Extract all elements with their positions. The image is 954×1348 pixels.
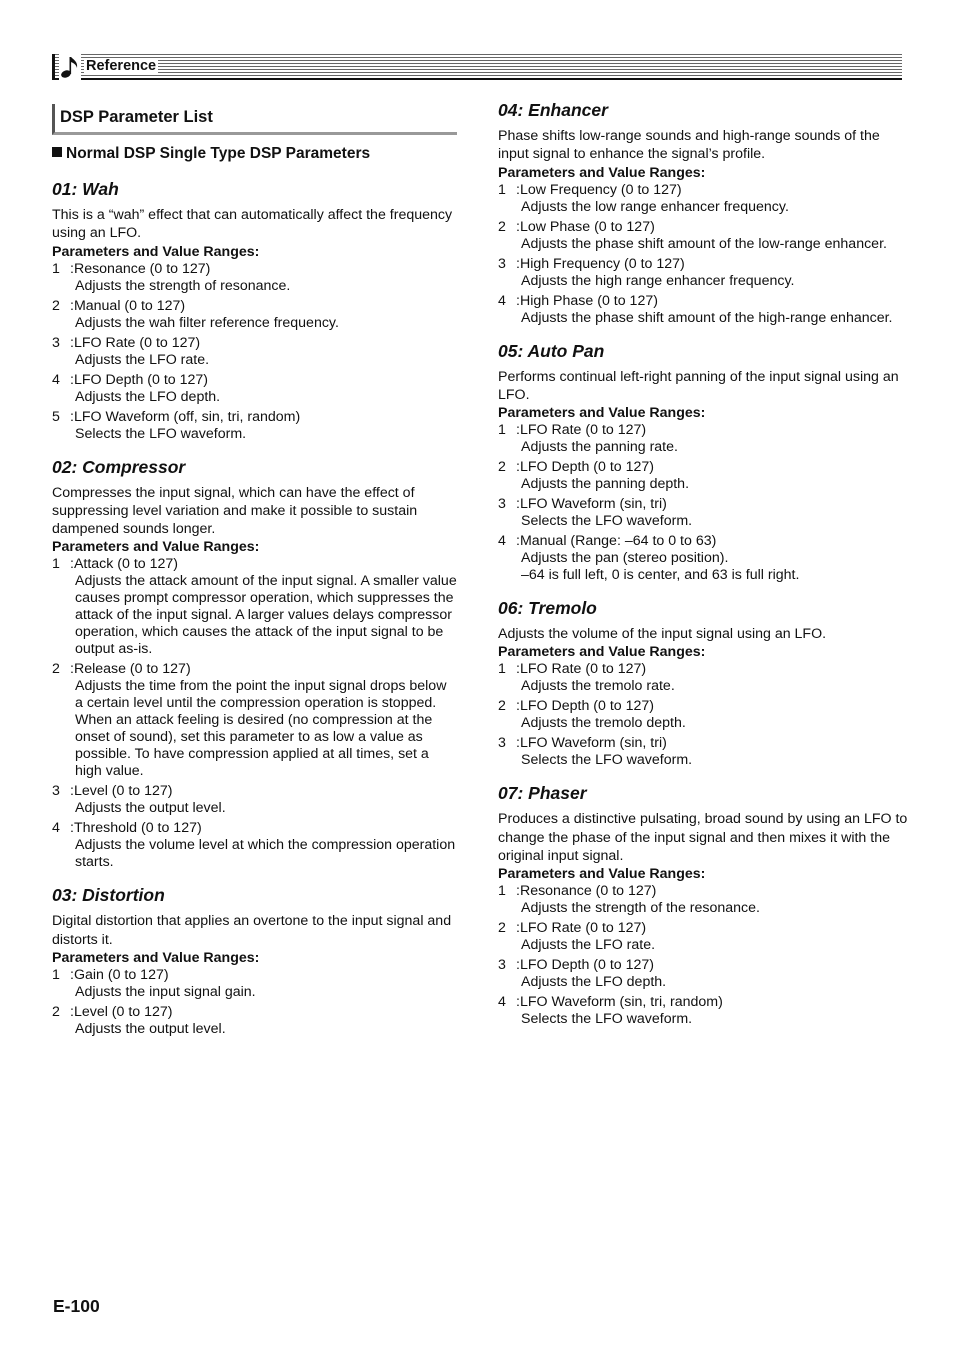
parameter-name: :Resonance (0 to 127) <box>516 883 657 900</box>
parameter-detail: Adjusts the LFO rate. <box>521 937 656 954</box>
parameter-item <box>498 735 908 769</box>
parameter-name: :Release (0 to 127) <box>70 661 191 678</box>
parameter-number: 3 <box>498 255 506 272</box>
left-effects-list <box>52 179 457 1038</box>
right-effects-list <box>498 100 908 1028</box>
parameter-row <box>52 783 457 800</box>
parameter-name: :LFO Depth (0 to 127) <box>516 459 655 476</box>
effect-title: 05: Auto Pan <box>498 340 605 361</box>
parameter-number: 1 <box>498 883 506 900</box>
parameter-item <box>498 661 908 695</box>
parameter-name: :Gain (0 to 127) <box>70 967 169 984</box>
parameter-number: 3 <box>52 783 60 800</box>
parameter-detail: Adjusts the LFO rate. <box>75 351 210 368</box>
effect-block <box>52 885 457 1038</box>
effect-block <box>498 783 908 1028</box>
effect-title: 03: Distortion <box>52 885 165 906</box>
music-note-icon <box>59 54 81 80</box>
parameter-item <box>52 298 457 332</box>
parameter-item <box>498 957 908 991</box>
params-heading: Parameters and Value Ranges: <box>52 950 260 967</box>
parameter-detail: Selects the LFO waveform. <box>521 752 693 769</box>
header-rules <box>52 54 902 80</box>
parameter-detail: Adjusts the panning depth. <box>521 476 690 493</box>
effect-block <box>498 341 908 585</box>
parameter-item <box>52 1004 457 1038</box>
parameter-detail: Selects the LFO waveform. <box>521 513 693 530</box>
parameter-row <box>498 957 908 974</box>
parameter-row <box>498 735 908 752</box>
page-header <box>52 54 902 80</box>
params-heading: Parameters and Value Ranges: <box>52 539 260 556</box>
parameter-number: 2 <box>498 459 506 476</box>
parameter-name: :Resonance (0 to 127) <box>70 260 211 277</box>
parameter-item <box>498 698 908 732</box>
left-column <box>52 100 457 1052</box>
parameter-detail: Adjusts the tremolo rate. <box>521 678 675 695</box>
parameter-number: 3 <box>498 735 506 752</box>
parameter-item <box>498 496 908 530</box>
effect-title: 07: Phaser <box>498 783 587 804</box>
parameter-name: :Manual (0 to 127) <box>70 297 186 314</box>
parameter-item <box>52 409 457 443</box>
parameter-name: :Threshold (0 to 127) <box>70 820 202 837</box>
subsection-label: Normal DSP Single Type DSP Parameters <box>66 145 371 162</box>
parameter-name: :LFO Depth (0 to 127) <box>70 371 209 388</box>
parameter-row <box>52 661 457 678</box>
right-column <box>498 100 908 1042</box>
parameter-detail: Adjusts the pan (stereo position). <box>521 550 729 567</box>
parameter-name: :LFO Rate (0 to 127) <box>516 422 647 439</box>
parameter-row <box>52 409 457 426</box>
parameter-number: 1 <box>498 661 506 678</box>
subsection-title <box>52 145 457 163</box>
parameter-row <box>52 261 457 278</box>
parameter-row <box>498 182 908 199</box>
parameter-detail: Adjusts the high range enhancer frequency. <box>521 272 795 289</box>
square-bullet-icon <box>52 147 62 157</box>
params-heading: Parameters and Value Ranges: <box>52 243 260 260</box>
params-heading: Parameters and Value Ranges: <box>498 866 706 883</box>
page-number: E-100 <box>53 1296 100 1316</box>
effect-description: Phase shifts low-range sounds and high-range sounds of the input signal to enhance the signal’s profile. <box>498 128 880 163</box>
parameter-number: 3 <box>52 334 60 351</box>
parameter-number: 5 <box>52 408 60 425</box>
parameter-detail: Adjusts the attack amount of the input signal. A smaller value causes prompt compressor operation, which suppresses the attack of the input signal. A larger values delays compressor operation, which causes the attack of the input signal to be output as-is. <box>75 573 457 658</box>
effect-description: Produces a distinctive pulsating, broad sound by using an LFO to change the phase of the input signal and then mixes it with the original input signal. <box>498 811 908 865</box>
parameter-detail: Adjusts the LFO depth. <box>521 974 667 991</box>
parameter-name: :LFO Rate (0 to 127) <box>516 661 647 678</box>
parameter-item <box>52 261 457 295</box>
parameter-row <box>52 967 457 984</box>
parameter-row <box>498 994 908 1011</box>
parameter-item <box>498 422 908 456</box>
parameter-name: :Manual (Range: –64 to 0 to 63) <box>516 533 717 550</box>
parameter-item <box>52 967 457 1001</box>
effect-description: Compresses the input signal, which can have the effect of suppressing level variation and make it possible to sustain dampened sounds longer. <box>52 484 418 538</box>
parameter-item <box>498 182 908 216</box>
parameter-number: 4 <box>498 994 506 1011</box>
parameter-number: 2 <box>52 661 60 678</box>
parameter-item <box>498 256 908 290</box>
parameter-name: :Level (0 to 127) <box>70 1004 173 1021</box>
effect-description: Adjusts the volume of the input signal using an LFO. <box>498 626 827 643</box>
effect-block <box>498 598 908 769</box>
effect-title: 01: Wah <box>52 179 119 199</box>
parameter-name: :LFO Waveform (sin, tri) <box>516 735 667 752</box>
parameter-detail: Adjusts the low range enhancer frequency. <box>521 198 789 215</box>
parameter-item <box>52 372 457 406</box>
parameter-number: 2 <box>498 920 506 937</box>
parameter-name: :LFO Waveform (off, sin, tri, random) <box>70 408 301 425</box>
effect-block <box>52 179 457 443</box>
parameter-detail: Adjusts the phase shift amount of the low-range enhancer. <box>521 235 887 252</box>
parameter-item <box>52 556 457 658</box>
parameter-row <box>52 556 457 573</box>
parameter-row <box>498 422 908 439</box>
parameter-row <box>52 1004 457 1021</box>
effect-title: 06: Tremolo <box>498 598 597 619</box>
parameter-name: :LFO Depth (0 to 127) <box>516 698 655 715</box>
parameter-detail: Adjusts the phase shift amount of the high-range enhancer. <box>521 309 893 326</box>
parameter-number: 4 <box>52 820 60 837</box>
parameter-number: 2 <box>52 1004 60 1021</box>
parameter-item <box>498 459 908 493</box>
effect-title: 02: Compressor <box>52 456 186 477</box>
parameter-row <box>498 219 908 236</box>
parameter-row <box>498 256 908 273</box>
parameter-name: :Attack (0 to 127) <box>70 556 179 573</box>
effect-block <box>498 100 908 327</box>
effect-block <box>52 457 457 872</box>
parameter-item <box>498 994 908 1028</box>
parameter-number: 2 <box>498 218 506 235</box>
header-label: Reference <box>86 58 157 74</box>
parameter-row <box>498 883 908 900</box>
effect-title: 04: Enhancer <box>498 100 608 120</box>
parameter-detail: Adjusts the strength of resonance. <box>75 277 291 294</box>
header-accent-bar <box>52 54 55 80</box>
parameter-name: :LFO Rate (0 to 127) <box>70 334 201 351</box>
parameter-number: 1 <box>498 181 506 198</box>
parameter-number: 1 <box>498 422 506 439</box>
parameter-row <box>498 698 908 715</box>
parameter-item <box>52 783 457 817</box>
parameter-number: 4 <box>498 292 506 309</box>
parameter-name: :LFO Waveform (sin, tri) <box>516 496 667 513</box>
parameter-item <box>52 335 457 369</box>
parameter-item <box>498 219 908 253</box>
parameter-name: :Low Phase (0 to 127) <box>516 218 655 235</box>
parameter-detail: Adjusts the time from the point the input signal drops below a certain level until the compression operation is stopped. When an attack feeling is desired (no compression at the onset of sound), set this parameter to as low a value as possible. To have compression applied at all times, set a high value. <box>75 678 447 780</box>
parameter-detail: Adjusts the input signal gain. <box>75 984 256 1001</box>
parameter-number: 1 <box>52 556 60 573</box>
parameter-row <box>498 920 908 937</box>
parameter-detail: Adjusts the strength of the resonance. <box>521 900 760 917</box>
parameter-name: :High Frequency (0 to 127) <box>516 255 685 272</box>
parameter-number: 1 <box>52 967 60 984</box>
params-heading: Parameters and Value Ranges: <box>498 644 706 661</box>
parameter-number: 2 <box>498 698 506 715</box>
parameter-item <box>498 293 908 327</box>
parameter-name: :Low Frequency (0 to 127) <box>516 181 682 198</box>
parameter-row <box>52 372 457 389</box>
parameter-row <box>498 293 908 310</box>
parameter-detail: Adjusts the output level. <box>75 1021 226 1038</box>
parameter-row <box>498 533 908 550</box>
parameter-name: :LFO Depth (0 to 127) <box>516 957 655 974</box>
params-heading: Parameters and Value Ranges: <box>498 405 706 422</box>
params-heading: Parameters and Value Ranges: <box>498 164 706 181</box>
parameter-detail-note: –64 is full left, 0 is center, and 63 is full right. <box>521 567 800 584</box>
effect-description: This is a “wah” effect that can automatically affect the frequency using an LFO. <box>52 207 453 242</box>
parameter-detail: Adjusts the wah filter reference frequency. <box>75 314 339 331</box>
parameter-name: :Level (0 to 127) <box>70 783 173 800</box>
effect-description: Digital distortion that applies an overtone to the input signal and distorts it. <box>52 913 452 948</box>
parameter-row <box>498 459 908 476</box>
parameter-row <box>498 661 908 678</box>
parameter-number: 1 <box>52 260 60 277</box>
parameter-detail: Adjusts the panning rate. <box>521 439 678 456</box>
parameter-item <box>498 533 908 584</box>
section-title: DSP Parameter List <box>52 104 457 135</box>
parameter-row <box>52 335 457 352</box>
parameter-detail: Adjusts the LFO depth. <box>75 388 221 405</box>
parameter-item <box>52 820 457 871</box>
parameter-number: 4 <box>498 533 506 550</box>
parameter-row <box>498 496 908 513</box>
parameter-number: 3 <box>498 957 506 974</box>
parameter-detail: Selects the LFO waveform. <box>521 1011 693 1028</box>
parameter-number: 3 <box>498 496 506 513</box>
parameter-detail: Adjusts the tremolo depth. <box>521 715 686 732</box>
parameter-detail: Adjusts the volume level at which the compression operation starts. <box>75 837 456 871</box>
parameter-item <box>52 661 457 780</box>
parameter-name: :High Phase (0 to 127) <box>516 292 658 309</box>
parameter-row <box>52 820 457 837</box>
parameter-detail: Adjusts the output level. <box>75 800 226 817</box>
parameter-number: 2 <box>52 297 60 314</box>
parameter-name: :LFO Waveform (sin, tri, random) <box>516 994 723 1011</box>
parameter-row <box>52 298 457 315</box>
parameter-number: 4 <box>52 371 60 388</box>
parameter-item <box>498 920 908 954</box>
parameter-detail: Selects the LFO waveform. <box>75 425 247 442</box>
effect-description: Performs continual left-right panning of the input signal using an LFO. <box>498 368 899 403</box>
parameter-item <box>498 883 908 917</box>
parameter-name: :LFO Rate (0 to 127) <box>516 920 647 937</box>
